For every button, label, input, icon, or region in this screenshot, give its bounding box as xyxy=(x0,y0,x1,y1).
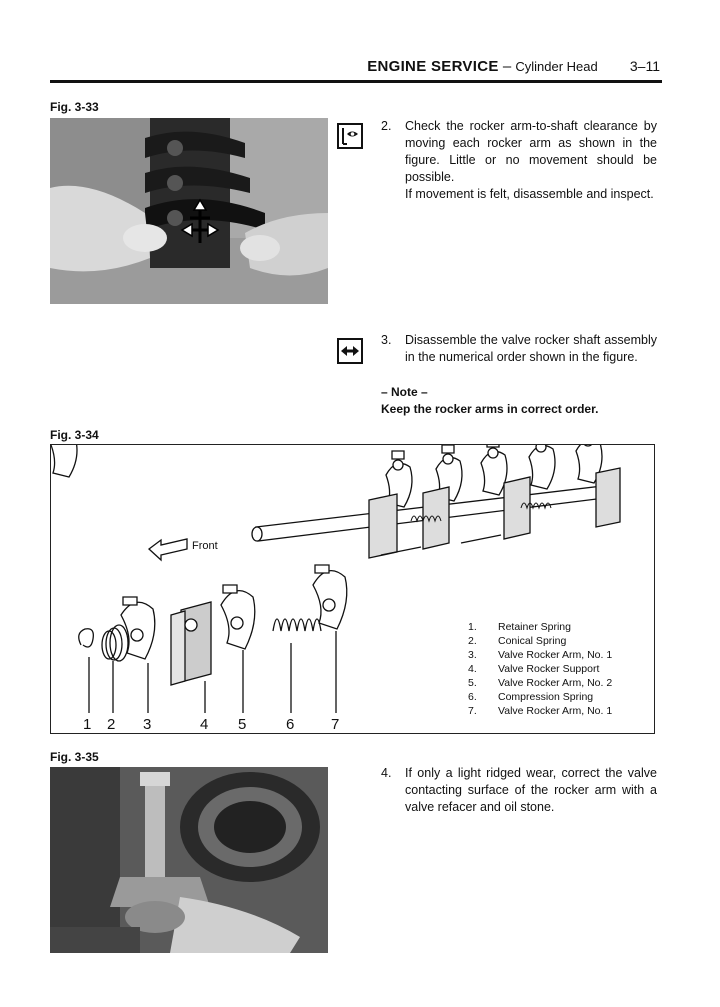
header-rule xyxy=(50,80,662,83)
fig-3-35-photo xyxy=(50,767,328,953)
step-3-number: 3. xyxy=(381,333,392,347)
parts-legend xyxy=(468,620,612,718)
step-3 xyxy=(381,332,657,366)
callout-2: 2 xyxy=(107,716,116,733)
fig-3-34-label: Fig. 3-34 xyxy=(50,428,99,442)
legend-item: 4. Valve Rocker Support xyxy=(468,663,600,675)
page-number: 3–11 xyxy=(629,58,660,74)
step-2-text-followup: If movement is felt, disassemble and inspect. xyxy=(405,187,654,201)
legend-item: 3. Valve Rocker Arm, No. 1 xyxy=(468,649,613,661)
callout-4: 4 xyxy=(200,716,209,733)
header-dash: – xyxy=(502,58,512,75)
note-text: Keep the rocker arms in correct order. xyxy=(381,402,599,416)
fig-3-33-photo xyxy=(50,118,328,304)
step-4-text: If only a light ridged wear, correct the valve contacting surface of the rocker arm with a valve refacer and oil stone. xyxy=(405,766,657,814)
step-3-text: Disassemble the valve rocker shaft assembly in the numerical order shown in the figure. xyxy=(405,333,657,364)
callout-1: 1 xyxy=(83,716,92,733)
page-header xyxy=(300,58,660,75)
front-label: Front xyxy=(192,540,218,552)
callout-7: 7 xyxy=(331,716,340,733)
rocker-clearance-photo-graphic xyxy=(50,118,328,304)
callout-6: 6 xyxy=(286,716,295,733)
valve-refacer-photo-graphic xyxy=(50,767,328,953)
header-section: ENGINE SERVICE xyxy=(367,58,499,75)
header-subsection: Cylinder Head xyxy=(515,59,598,74)
callout-3: 3 xyxy=(143,716,152,733)
note-title: – Note – xyxy=(381,385,428,399)
step-2-text: Check the rocker arm-to-shaft clearance by moving each rocker arm as shown in the figure. Little or no movement should be possible. xyxy=(405,119,657,184)
legend-item: 5. Valve Rocker Arm, No. 2 xyxy=(468,677,613,689)
legend-item: 2. Conical Spring xyxy=(468,635,567,647)
step-4 xyxy=(381,765,657,816)
legend-item: 6. Compression Spring xyxy=(468,691,594,703)
fig-3-35-label: Fig. 3-35 xyxy=(50,750,99,764)
step-2 xyxy=(381,118,657,203)
step-2-number: 2. xyxy=(381,119,392,133)
fig-3-33-label: Fig. 3-33 xyxy=(50,100,99,114)
inspect-eye-icon xyxy=(337,123,363,149)
legend-item: 1. Retainer Spring xyxy=(468,621,571,633)
step-4-number: 4. xyxy=(381,766,392,780)
legend-item: 7. Valve Rocker Arm, No. 1 xyxy=(468,705,613,717)
disassemble-arrows-icon xyxy=(337,338,363,364)
callout-5: 5 xyxy=(238,716,247,733)
